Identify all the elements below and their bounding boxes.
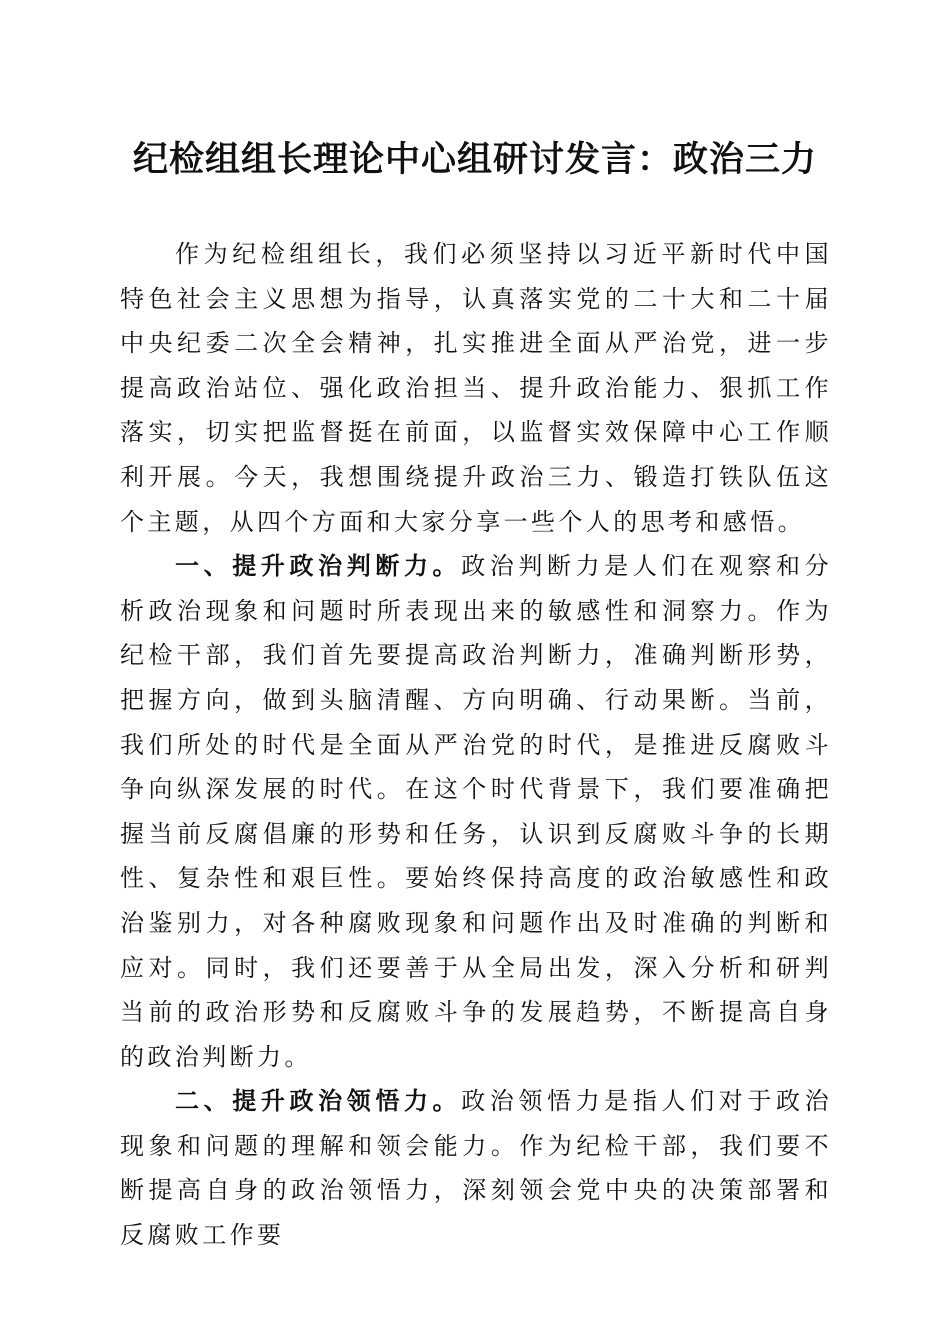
section-heading: 一、提升政治判断力。 (175, 552, 462, 581)
document-title: 纪检组组长理论中心组研讨发言：政治三力 (132, 139, 817, 180)
paragraph-text: 作为纪检组组长，我们必须坚持以习近平新时代中国特色社会主义思想为指导，认真落实党的二十大和二十届中央纪委二次全会精神，扎实推进全面从严治党，进一步提高政治站位、强化政治担当、提升政治能力、狠抓工作落实，切实把监督挺在前面，以监督实效保障中心工作顺利开展。今天，我想围绕提升政治三力、锻造打铁队伍这个主题，从四个方面和大家分享一些个人的思考和感悟。 (120, 240, 832, 536)
paragraph-intro (120, 232, 832, 544)
paragraph-section-1 (120, 544, 832, 1079)
document-body (120, 232, 832, 1258)
paragraph-section-2 (120, 1079, 832, 1257)
section-heading: 二、提升政治领悟力。 (175, 1087, 462, 1116)
paragraph-text: 政治判断力是人们在观察和分析政治现象和问题时所表现出来的敏感性和洞察力。作为纪检干部，我们首先要提高政治判断力，准确判断形势，把握方向，做到头脑清醒、方向明确、行动果断。当前，我们所处的时代是全面从严治党的时代，是推进反腐败斗争向纵深发展的时代。在这个时代背景下，我们要准确把握当前反腐倡廉的形势和任务，认识到反腐败斗争的长期性、复杂性和艰巨性。要始终保持高度的政治敏感性和政治鉴别力，对各种腐败现象和问题作出及时准确的判断和应对。同时，我们还要善于从全局出发，深入分析和研判当前的政治形势和反腐败斗争的发展趋势，不断提高自身的政治判断力。 (120, 552, 833, 1071)
paragraph-text: 政治领悟力是指人们对于政治现象和问题的理解和领会能力。作为纪检干部，我们要不断提高自身的政治领悟力，深刻领会党中央的决策部署和反腐败工作要 (120, 1087, 833, 1250)
